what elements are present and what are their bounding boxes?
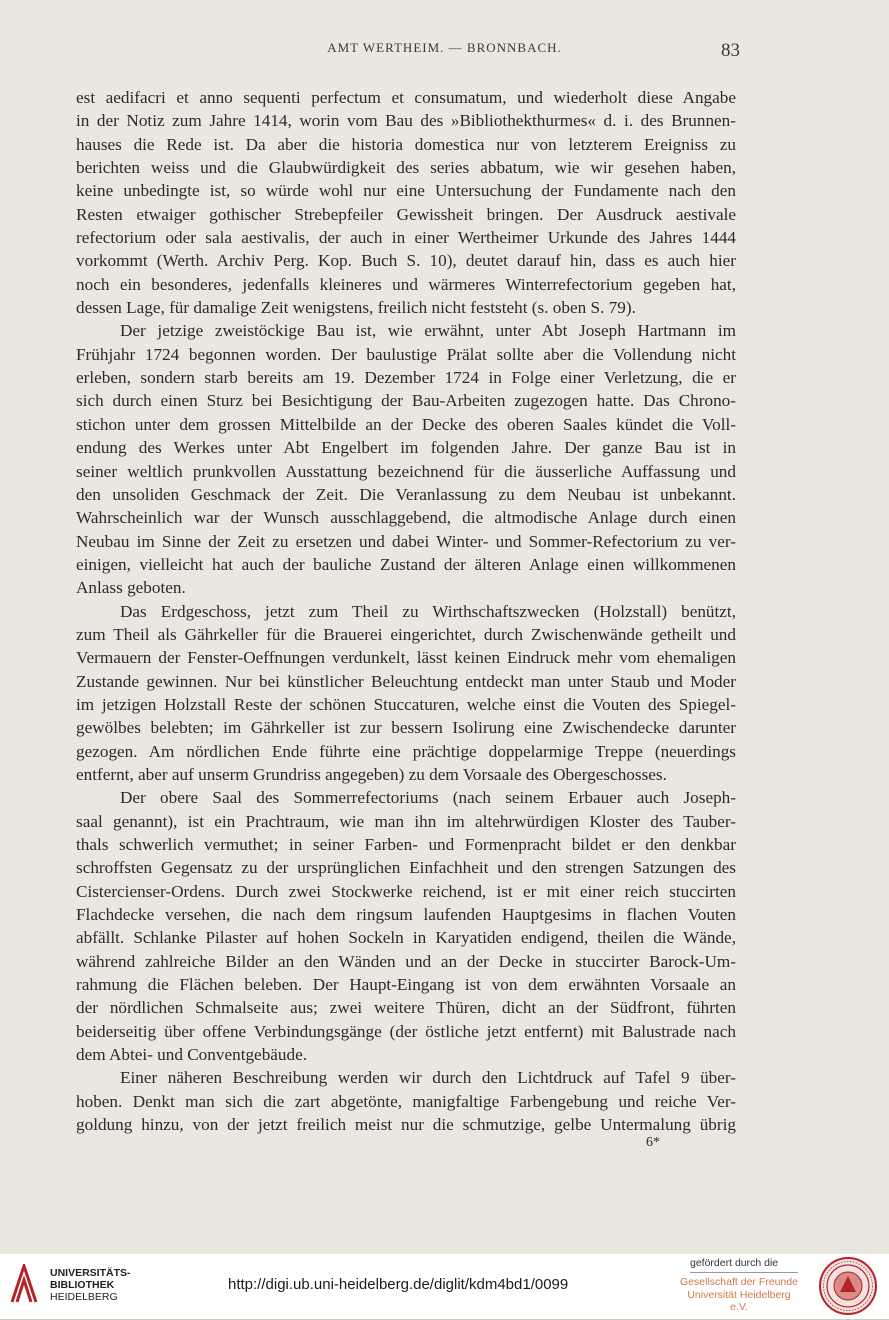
sponsor-name-line: Gesellschaft der Freunde bbox=[680, 1276, 798, 1288]
text-line: erleben, sondern starb bereits am 19. Dezember 1724 in Folge einer Verletzung, die er bbox=[76, 368, 736, 388]
text-line: keine unbedingte ist, so würde wohl nur eine Untersuchung der Fundamente nach den bbox=[76, 181, 736, 201]
signature-mark: 6* bbox=[646, 1135, 660, 1150]
text-line: Frühjahr 1724 begonnen worden. Der baulustige Prälat sollte aber die Vollendung nicht bbox=[76, 344, 736, 364]
text-line: gewölbes belebten; im Gährkeller ist zur bessern Isolirung eine Zwischendecke darunter bbox=[76, 718, 736, 738]
text-line: Resten etwaiger gothischer Strebepfeiler Gewissheit bringen. Der Ausdruck aestivale bbox=[76, 204, 736, 224]
text-line: entfernt, aber auf unserm Grundriss angegeben) zu dem Vorsaale des Obergeschosses. bbox=[76, 764, 667, 784]
text-line: hoben. Denkt man sich die zart abgetönte, manigfaltige Farbengebung und reiche Ver- bbox=[76, 1091, 736, 1111]
permalink-url[interactable]: http://digi.ub.uni-heidelberg.de/diglit/kdm4bd1/0099 bbox=[228, 1276, 569, 1293]
text-line: est aedifacri et anno sequenti perfectum et consumatum, und wiederholt diese Angabe bbox=[76, 88, 736, 107]
text-line: Vermauern der Fenster-Oeffnungen verdunkelt, lässt keinen Eindruck mehr vom ehemaligen bbox=[76, 648, 736, 668]
text-line: Zustande gewinnen. Nur bei künstlicher Beleuchtung entdeckt man unter Staub und Moder bbox=[76, 671, 736, 691]
text-line: Neubau im Sinne der Zeit zu ersetzen und dabei Winter- und Sommer-Refectorium zu ver- bbox=[76, 531, 736, 551]
divider bbox=[690, 1272, 798, 1273]
text-line: einigen, vielleicht hat auch der bauliche Zustand der älteren Anlage einen willkommenen bbox=[76, 554, 736, 574]
text-line: rahmung die Flächen beleben. Der Haupt-Eingang ist von dem erwähnten Vorsaale an bbox=[76, 975, 736, 995]
text-line: im jetzigen Holzstall Reste der schönen Stuccaturen, welche einst die Vouten des Spiegel- bbox=[76, 694, 736, 714]
text-line: refectorium oder sala aestivalis, der auch in einer Wertheimer Urkunde des Jahres 1444 bbox=[76, 228, 736, 248]
text-line: thals schwerlich vermuthet; in seiner Farben- und Formenpracht bildet er den denkbar bbox=[76, 835, 736, 854]
text-line: seiner weltlich prunkvollen Ausstattung bezeichnend für die äusserliche Auffassung und bbox=[76, 461, 736, 481]
library-name bbox=[50, 1267, 131, 1303]
text-line: abfällt. Schlanke Pilaster auf hohen Sockeln in Karyatiden endigend, theilen die Wände, bbox=[76, 928, 736, 948]
text-line: in der Notiz zum Jahre 1414, worin vom Bau des »Bibliothekthurmes« d. i. des Brunnen- bbox=[76, 111, 736, 131]
text-line: während zahlreiche Bilder an den Wänden und an der Decke in stuccirter Barock-Um- bbox=[76, 951, 736, 971]
text-line: Wahrscheinlich war der Wunsch ausschlaggebend, die altmodische Anlage durch einen bbox=[76, 508, 736, 528]
seal-icon bbox=[818, 1256, 878, 1316]
text-line: endung des Werkes unter Abt Engelbert im folgenden Jahre. Der ganze Bau ist in bbox=[76, 438, 736, 458]
text-line: dem Abtei- und Conventgebäude. bbox=[76, 1045, 308, 1065]
text-line: Flachdecke versehen, die nach dem ringsum laufenden Hauptgesims in flachen Vouten bbox=[76, 905, 736, 925]
sponsor-name-line: Universität Heidelberg e.V. bbox=[687, 1288, 791, 1313]
text-line: stichon unter dem grossen Mittelbilde an der Decke des oberen Saales kündet die Voll- bbox=[76, 414, 736, 434]
text-line: Anlass geboten. bbox=[76, 578, 186, 598]
library-name-line: BIBLIOTHEK bbox=[50, 1279, 115, 1291]
body-text bbox=[76, 86, 736, 1136]
text-line: sich durch einen Sturz bei Besichtigung der Bau-Arbeiten zugezogen hatte. Das Chrono- bbox=[76, 391, 736, 411]
text-line: beiderseitig über offene Verbindungsgänge (der östliche jetzt entfernt) mit Balustrade nach bbox=[76, 1021, 736, 1041]
text-line: Das Erdgeschoss, jetzt zum Theil zu Wirthschaftszwecken (Holzstall) benützt, bbox=[120, 601, 736, 621]
page-number: 83 bbox=[721, 40, 740, 61]
text-line: noch ein besonderes, jedenfalls kleineres und wärmeres Winterrefectorium gegeben hat, bbox=[76, 274, 736, 294]
footer-bar bbox=[0, 1254, 889, 1319]
text-line: gezogen. Am nördlichen Ende führte eine prächtige doppelarmige Treppe (neuerdings bbox=[76, 741, 736, 761]
text-line: goldung hinzu, von der jetzt freilich meist nur die schmutzige, gelbe Untermalung übrig bbox=[76, 1115, 736, 1135]
text-line: den unsoliden Geschmack der Zeit. Die Veranlassung zu dem Neubau ist unbekannt. bbox=[76, 484, 736, 504]
library-name-line: HEIDELBERG bbox=[50, 1291, 118, 1303]
university-seal bbox=[818, 1256, 878, 1316]
text-line: hauses die Rede ist. Da aber die historia domestica nur von letzterem Ereigniss zu bbox=[76, 134, 736, 154]
text-line: saal genannt), ist ein Prachtraum, wie man ihn im altehrwürdigen Kloster des Tauber- bbox=[76, 811, 736, 831]
text-line: schroffsten Gegensatz zu der ursprünglichen Einfachheit und den strengen Satzungen des bbox=[76, 858, 736, 878]
library-name-line: UNIVERSITÄTS- bbox=[50, 1267, 131, 1279]
sponsor-label: gefördert durch die bbox=[690, 1257, 779, 1269]
text-line: dessen Lage, für damalige Zeit wenigstens, freilich nicht feststeht (s. oben S. 79). bbox=[76, 298, 636, 318]
text-line: Der jetzige zweistöckige Bau ist, wie erwähnt, unter Abt Joseph Hartmann im bbox=[120, 321, 736, 341]
text-line: vorkommt (Werth. Archiv Perg. Kop. Buch S. 10), deutet darauf hin, dass es auch hier bbox=[76, 251, 736, 271]
text-line: Cistercienser-Ordens. Durch zwei Stockwerke reichend, ist er mit einer reich stuccirten bbox=[76, 881, 736, 901]
sponsor-name[interactable] bbox=[680, 1276, 798, 1314]
text-line: zum Theil als Gährkeller für die Brauerei eingerichtet, durch Zwischenwände getheilt und bbox=[76, 624, 736, 644]
running-head: AMT WERTHEIM. — BRONNBACH. bbox=[327, 40, 562, 55]
library-emblem-icon bbox=[10, 1264, 38, 1304]
text-line: Der obere Saal des Sommerrefectoriums (nach seinem Erbauer auch Joseph- bbox=[120, 788, 736, 808]
text-line: Einer näheren Beschreibung werden wir durch den Lichtdruck auf Tafel 9 über- bbox=[120, 1068, 736, 1088]
text-line: berichten weiss und die Glaubwürdigkeit des series abbatum, wie wir gesehen haben, bbox=[76, 158, 736, 178]
text-line: der nördlichen Schmalseite aus; zwei weitere Thüren, dicht an der Südfront, führten bbox=[76, 998, 736, 1018]
library-logo[interactable] bbox=[10, 1262, 131, 1312]
